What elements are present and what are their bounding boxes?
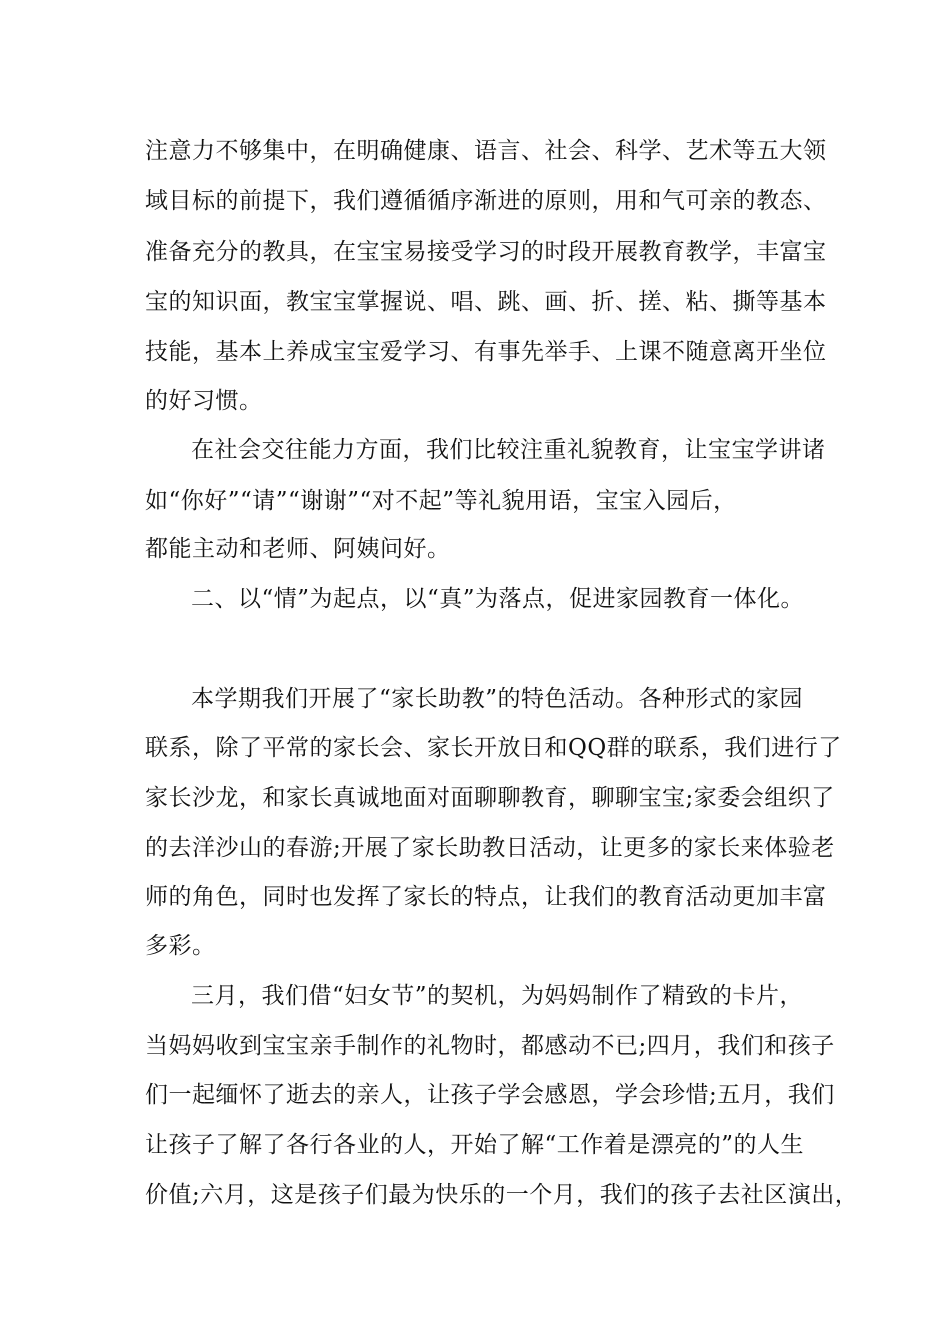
text-line: 注意力不够集中，在明确健康、语言、社会、科学、艺术等五大领 — [145, 138, 827, 164]
text-line: 们一起缅怀了逝去的亲人，让孩子学会感恩，学会珍惜;五月，我们 — [145, 1082, 835, 1108]
text-line: 域目标的前提下，我们遵循循序渐进的原则，用和气可亲的教态、 — [145, 188, 827, 214]
text-line: 多彩。 — [145, 933, 216, 959]
text-line: 价值;六月，这是孩子们最为快乐的一个月，我们的孩子去社区演出， — [145, 1182, 859, 1208]
text-line: 当妈妈收到宝宝亲手制作的礼物时，都感动不已;四月，我们和孩子 — [145, 1033, 835, 1059]
paragraph-first-line: 在社会交往能力方面，我们比较注重礼貌教育，让宝宝学讲诸 — [191, 437, 826, 463]
text-line: 的去洋沙山的春游;开展了家长助教日活动，让更多的家长来体验老 — [145, 835, 835, 861]
text-line: 准备充分的教具，在宝宝易接受学习的时段开展教育教学，丰富宝 — [145, 239, 827, 265]
text-line: 都能主动和老师、阿姨问好。 — [145, 536, 451, 562]
paragraph-first-line: 三月，我们借“妇女节”的契机，为妈妈制作了精致的卡片， — [191, 983, 804, 1009]
text-line: 如“你好”“请”“谢谢”“对不起”等礼貌用语，宝宝入园后， — [145, 488, 737, 514]
text-line: 让孩子了解了各行各业的人，开始了解“工作着是漂亮的”的人生 — [145, 1132, 805, 1158]
text-line: 家长沙龙，和家长真诚地面对面聊聊教育，聊聊宝宝;家委会组织了 — [145, 785, 835, 811]
text-line: 宝的知识面，教宝宝掌握说、唱、跳、画、折、搓、粘、撕等基本 — [145, 289, 827, 315]
text-line: 的好习惯。 — [145, 388, 263, 414]
text-line: 联系，除了平常的家长会、家长开放日和QQ群的联系，我们进行了 — [145, 735, 842, 761]
section-heading: 二、以“情”为起点，以“真”为落点，促进家园教育一体化。 — [191, 586, 805, 612]
text-line: 师的角色，同时也发挥了家长的特点，让我们的教育活动更加丰富 — [145, 884, 827, 910]
text-line: 技能，基本上养成宝宝爱学习、有事先举手、上课不随意离开坐位 — [145, 339, 827, 365]
paragraph-first-line: 本学期我们开展了“家长助教”的特色活动。各种形式的家园 — [191, 686, 804, 712]
